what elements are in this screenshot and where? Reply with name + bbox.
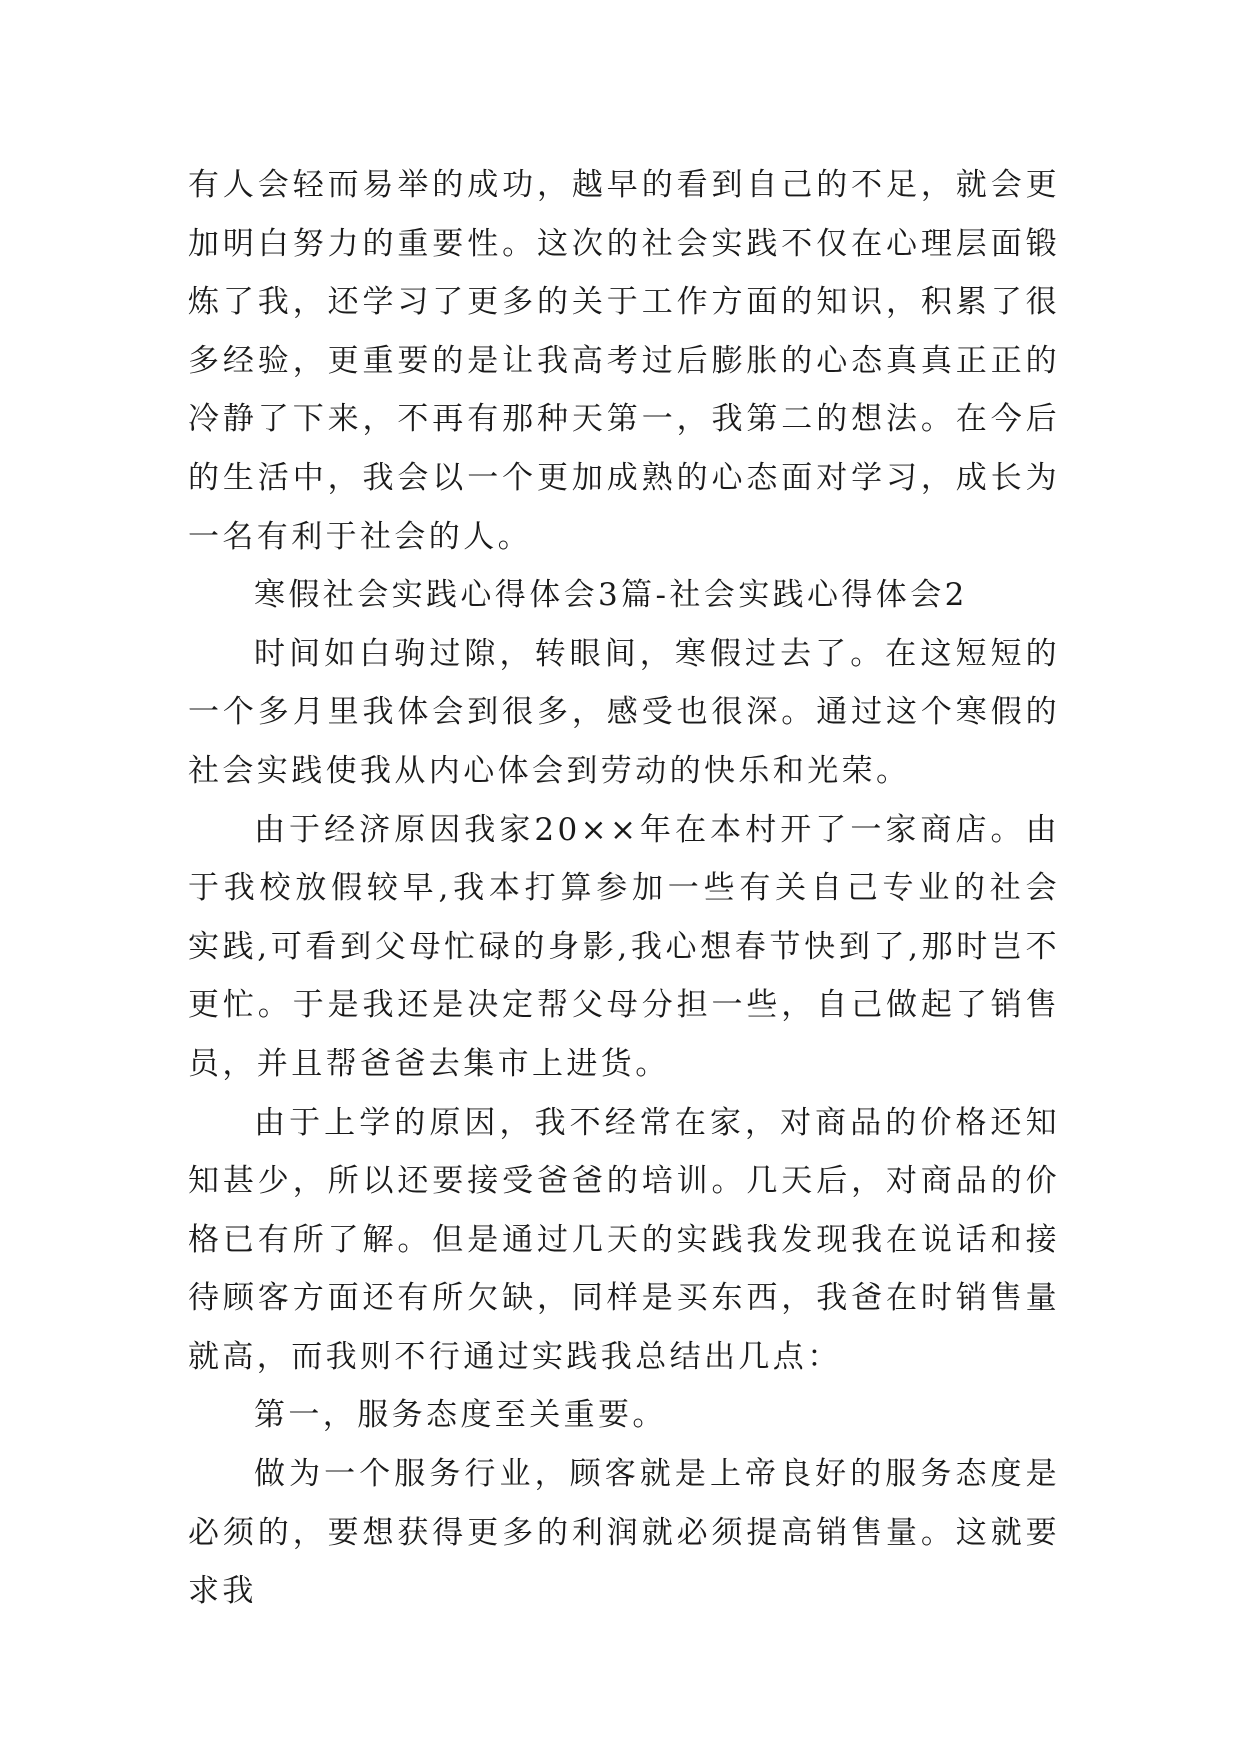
paragraph-training: 由于上学的原因，我不经常在家，对商品的价格还知知甚少，所以还要接受爸爸的培训。几天后，对商品的价格已有所了解。但是通过几天的实践我发现我在说话和接待顾客方面还有所欠缺，同样是买东西，我爸在时销售量就高，而我则不行通过实践我总结出几点： (188, 1104, 1060, 1375)
document-body (188, 156, 1060, 1621)
paragraph-conclusion: 有人会轻而易举的成功，越早的看到自己的不足，就会更加明白努力的重要性。这次的社会实践不仅在心理层面锻炼了我，还学习了更多的关于工作方面的知识，积累了很多经验，更重要的是让我高考过后膨胀的心态真真正正的冷静了下来，不再有那种天第一，我第二的想法。在今后的生活中，我会以一个更加成熟的心态面对学习，成长为一名有利于社会的人。 (188, 167, 1060, 555)
point-one-heading: 第一，服务态度至关重要。 (254, 1397, 667, 1434)
paragraph-shop: 由于经济原因我家20××年在本村开了一家商店。由于我校放假较早,我本打算参加一些有关自己专业的社会实践,可看到父母忙碌的身影,我心想春节快到了,那时岂不更忙。于是我还是决定帮父母分担一些，自己做起了销售员，并且帮爸爸去集市上进货。 (188, 811, 1060, 1082)
paragraph-intro: 时间如白驹过隙，转眼间，寒假过去了。在这短短的一个多月里我体会到很多，感受也很深。通过这个寒假的社会实践使我从内心体会到劳动的快乐和光荣。 (188, 635, 1060, 789)
paragraph-service: 做为一个服务行业，顾客就是上帝良好的服务态度是必须的，要想获得更多的利润就必须提高销售量。这就要求我 (188, 1456, 1060, 1610)
section-heading: 寒假社会实践心得体会3篇-社会实践心得体会2 (254, 577, 968, 614)
